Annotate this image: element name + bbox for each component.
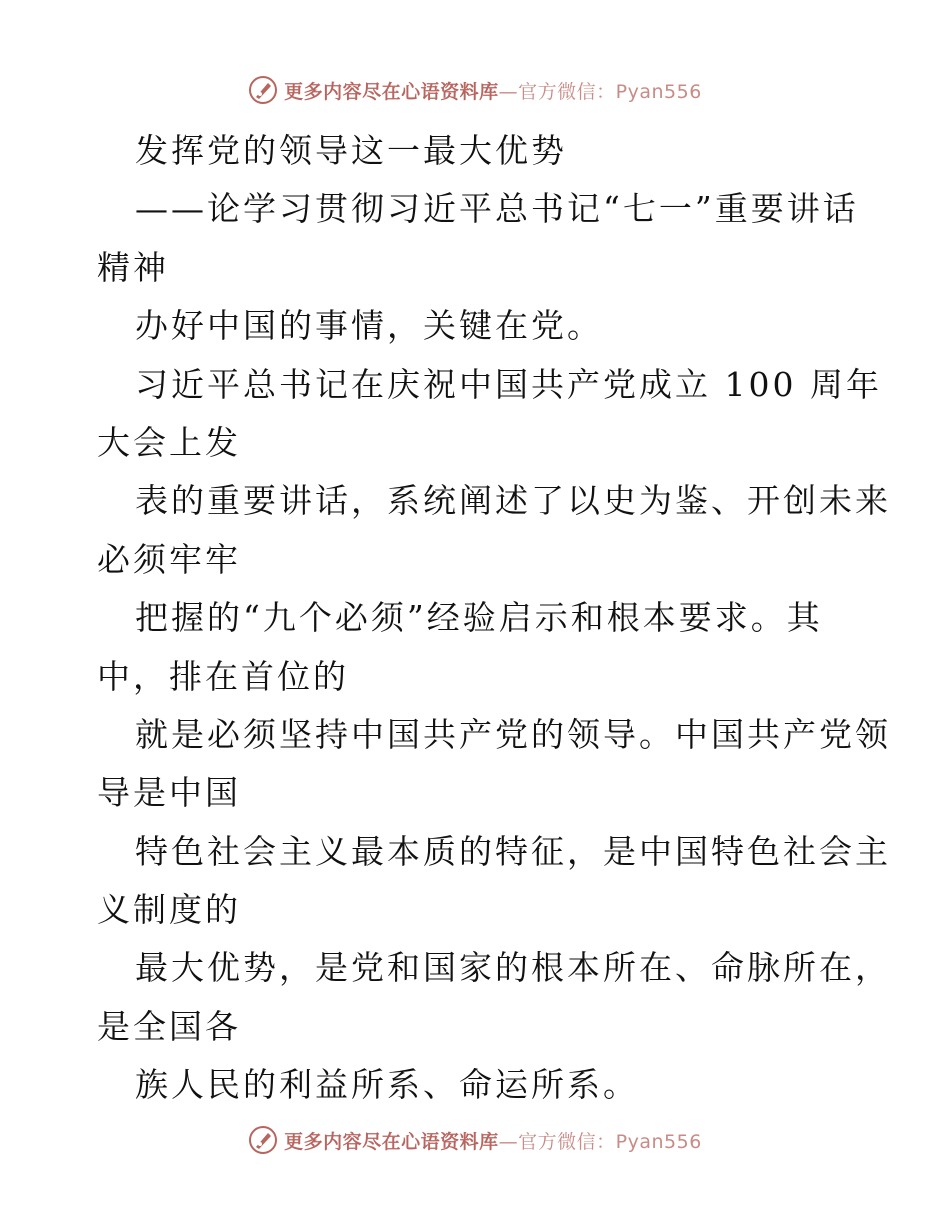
footer-banner — [0, 1120, 950, 1160]
paragraph-line: 族人民的利益所系、命运所系。 — [135, 1065, 639, 1105]
paragraph-line: 办好中国的事情，关键在党。 — [135, 306, 603, 346]
footer-banner-text — [284, 1127, 702, 1154]
header-banner-text — [284, 77, 702, 104]
document-subtitle-continuation: 精神 — [97, 247, 169, 287]
footer-banner-main: 更多内容尽在心语资料库 — [284, 1130, 499, 1153]
paragraph-line: 义制度的 — [97, 890, 241, 930]
paragraph-line: 最大优势，是党和国家的根本所在、命脉所在， — [135, 948, 891, 988]
quill-pen-logo-icon — [248, 75, 278, 105]
paragraph-line: 必须牢牢 — [97, 539, 241, 579]
paragraph-line: 把握的“九个必须”经验启示和根本要求。其 — [135, 598, 823, 638]
header-banner-main: 更多内容尽在心语资料库 — [284, 80, 499, 103]
footer-banner-suffix: —官方微信：Pyan556 — [498, 1130, 702, 1153]
header-banner — [0, 70, 950, 110]
paragraph-line: 是全国各 — [97, 1006, 241, 1046]
quill-pen-logo-icon — [248, 1125, 278, 1155]
paragraph-line: 表的重要讲话，系统阐述了以史为鉴、开创未来 — [135, 481, 891, 521]
document-body — [97, 122, 891, 1115]
header-banner-suffix: —官方微信：Pyan556 — [498, 80, 702, 103]
document-title: 发挥党的领导这一最大优势 — [135, 131, 567, 170]
paragraph-line: 导是中国 — [97, 773, 241, 813]
document-subtitle: ——论学习贯彻习近平总书记“七一”重要讲话 — [135, 189, 859, 229]
paragraph-line: 就是必须坚持中国共产党的领导。中国共产党领 — [135, 714, 891, 754]
paragraph-line: 大会上发 — [97, 422, 241, 462]
paragraph-line: 习近平总书记在庆祝中国共产党成立 100 周年 — [135, 364, 882, 404]
paragraph-line: 中，排在首位的 — [97, 656, 349, 696]
paragraph-line: 特色社会主义最本质的特征，是中国特色社会主 — [135, 831, 891, 871]
